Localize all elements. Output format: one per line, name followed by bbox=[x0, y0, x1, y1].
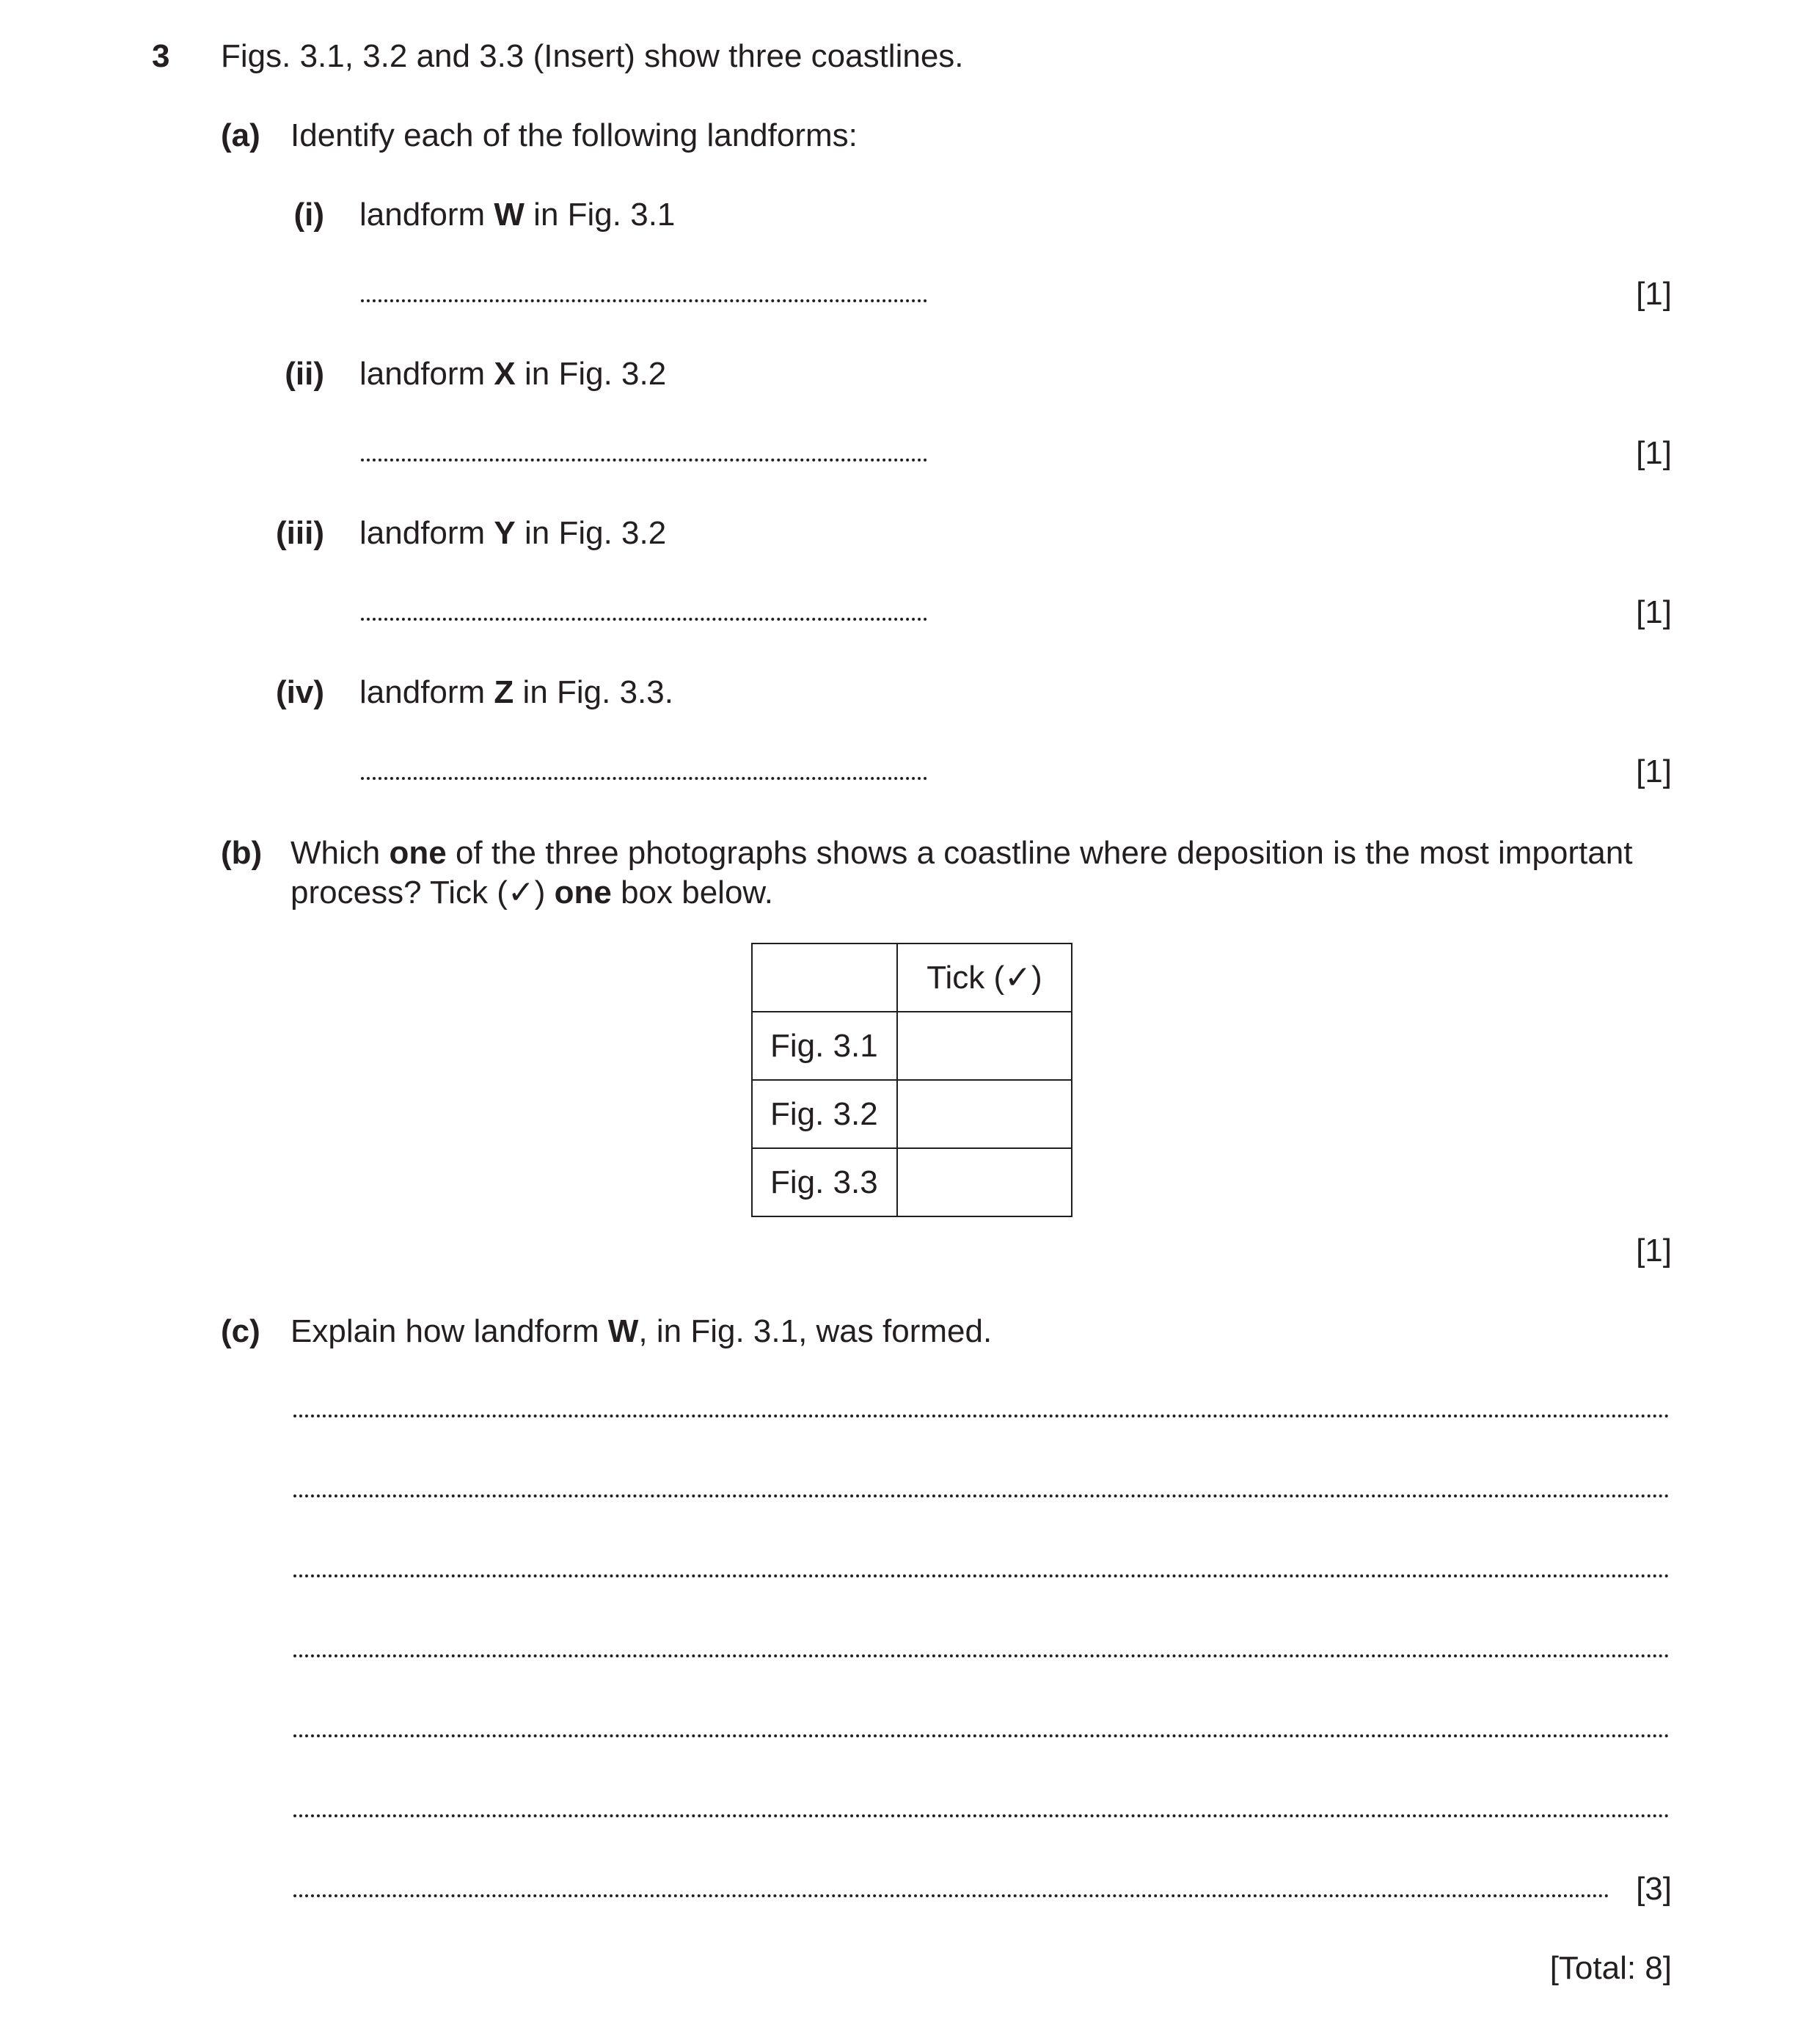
part-a-iv-label: (iv) bbox=[276, 674, 324, 710]
tick-box-fig-3-2[interactable] bbox=[897, 1080, 1072, 1148]
marks-a-i: [1] bbox=[1636, 276, 1672, 312]
part-a-i-label: (i) bbox=[293, 197, 324, 233]
part-c-prompt: Explain how landform W, in Fig. 3.1, was formed. bbox=[290, 1313, 993, 1349]
answer-line-a-i[interactable] bbox=[361, 299, 927, 302]
tick-box-fig-3-1[interactable] bbox=[897, 1012, 1072, 1080]
tick-box-fig-3-3[interactable] bbox=[897, 1148, 1072, 1216]
tick-row-label-fig-3-3: Fig. 3.3 bbox=[752, 1148, 897, 1216]
part-a-i-text: landform W in Fig. 3.1 bbox=[359, 197, 676, 233]
marks-a-iii: [1] bbox=[1636, 594, 1672, 630]
part-a-iii-label: (iii) bbox=[276, 515, 324, 551]
marks-c: [3] bbox=[1636, 1871, 1672, 1907]
tick-table-header-blank bbox=[752, 944, 897, 1012]
part-a-iii-text: landform Y in Fig. 3.2 bbox=[359, 515, 667, 551]
marks-b: [1] bbox=[1636, 1233, 1672, 1269]
answer-line-c-2[interactable] bbox=[293, 1494, 1670, 1497]
answer-line-c-7[interactable] bbox=[293, 1894, 1609, 1897]
question-number: 3 bbox=[152, 38, 170, 74]
tick-row-label-fig-3-1: Fig. 3.1 bbox=[752, 1012, 897, 1080]
tick-row-label-fig-3-2: Fig. 3.2 bbox=[752, 1080, 897, 1148]
answer-line-a-ii[interactable] bbox=[361, 459, 927, 461]
marks-a-ii: [1] bbox=[1636, 435, 1672, 471]
tick-table-header-tick: Tick (✓) bbox=[897, 944, 1072, 1012]
answer-line-c-6[interactable] bbox=[293, 1814, 1670, 1817]
table-row bbox=[752, 1012, 1072, 1080]
part-a-iv-text: landform Z in Fig. 3.3. bbox=[359, 674, 673, 710]
question-intro: Figs. 3.1, 3.2 and 3.3 (Insert) show three coastlines. bbox=[221, 38, 964, 74]
part-b-line2: process? Tick (✓) one box below. bbox=[290, 875, 773, 910]
tick-table-header-row bbox=[752, 944, 1072, 1012]
total-marks: [Total: 8] bbox=[1549, 1950, 1672, 1986]
part-b-line1: Which one of the three photographs shows a coastline where deposition is the most important bbox=[290, 835, 1633, 871]
tick-table bbox=[751, 943, 1072, 1217]
answer-line-c-4[interactable] bbox=[293, 1654, 1670, 1657]
table-row bbox=[752, 1148, 1072, 1216]
answer-line-a-iii[interactable] bbox=[361, 618, 927, 621]
marks-a-iv: [1] bbox=[1636, 753, 1672, 789]
part-a-label: (a) bbox=[221, 117, 260, 153]
part-b-label: (b) bbox=[221, 835, 263, 871]
part-a-ii-text: landform X in Fig. 3.2 bbox=[359, 356, 667, 392]
answer-line-c-5[interactable] bbox=[293, 1734, 1670, 1737]
table-row bbox=[752, 1080, 1072, 1148]
part-a-prompt: Identify each of the following landforms: bbox=[290, 117, 858, 153]
part-c-label: (c) bbox=[221, 1313, 260, 1349]
answer-line-c-3[interactable] bbox=[293, 1574, 1670, 1577]
answer-line-c-1[interactable] bbox=[293, 1415, 1670, 1417]
answer-line-a-iv[interactable] bbox=[361, 777, 927, 780]
part-a-ii-label: (ii) bbox=[285, 356, 324, 392]
